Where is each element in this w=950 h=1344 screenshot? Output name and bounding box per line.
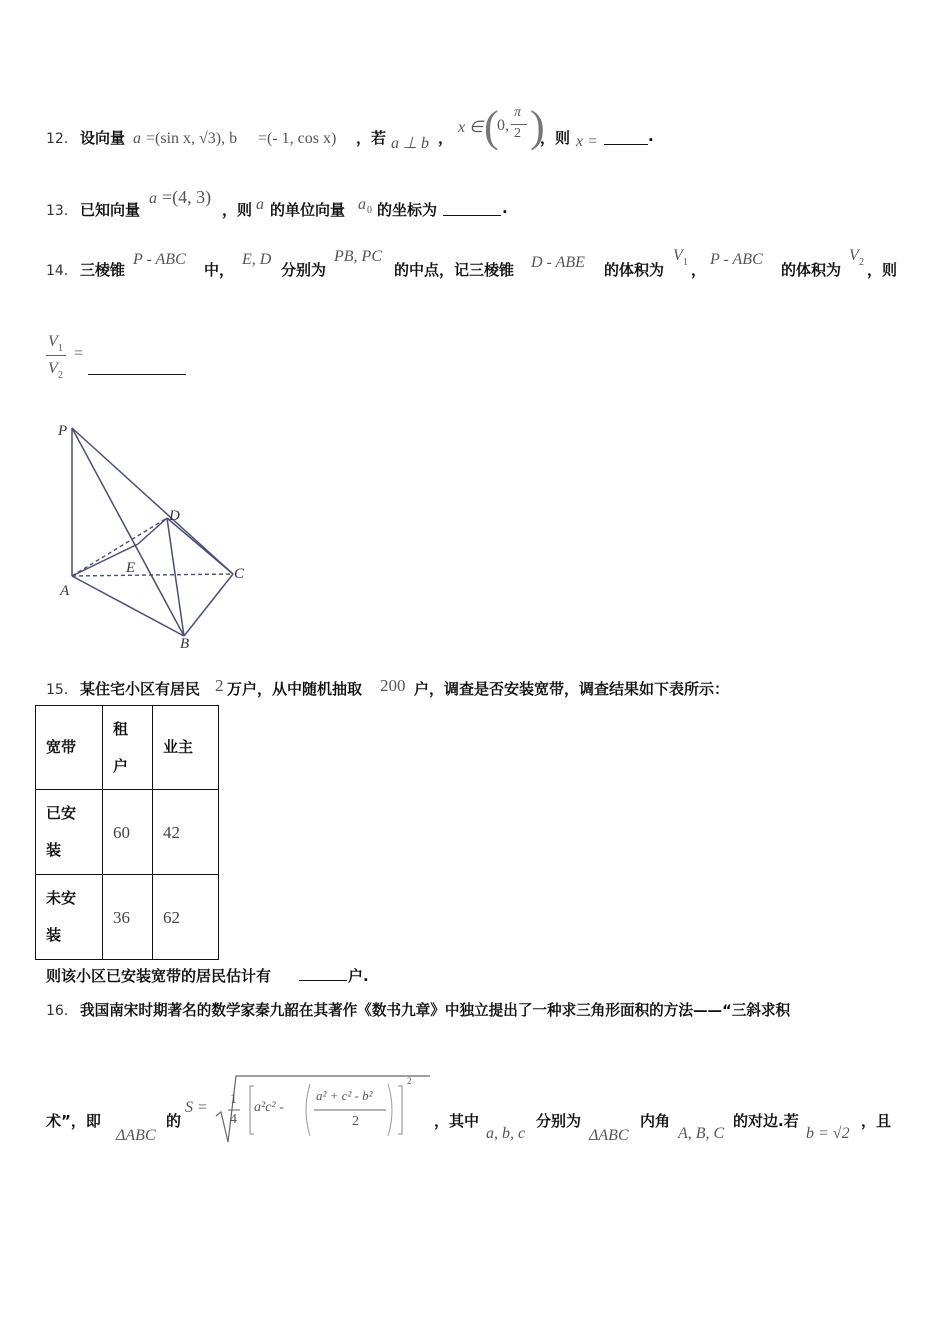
q14-text-8: ，则 — [867, 261, 898, 279]
q15-text-3: 户，调查是否安装宽带，调查结果如下表所示： — [414, 680, 730, 698]
q16-math-denominator: 2 — [352, 1114, 359, 1129]
table-cell-installed-2: 装 — [46, 841, 62, 859]
q16-text-2: 的 — [166, 1112, 182, 1130]
q12-math-b-def: =(- 1, cos x) — [258, 130, 337, 147]
q14-text-5: 的体积为 — [604, 261, 665, 279]
table-cell-not-installed-owner: 62 — [153, 875, 219, 960]
edge-pb — [72, 428, 184, 636]
q13-math-a0: a — [358, 196, 366, 213]
q14-math-v1-sub: 1 — [683, 257, 688, 268]
table-header-owner: 业主 — [153, 706, 219, 790]
q13-math-a-def: =(4, 3) — [162, 187, 212, 207]
edge-bc — [184, 574, 233, 636]
q13-text-4: 的坐标为 — [377, 201, 438, 219]
q16-line-1: 我国南宋时期著名的数学家秦九韶在其著作《数书九章》中独立提出了一种求三角形面积的方法——“三斜求积 — [80, 1002, 791, 1019]
q13-number: 13． — [46, 203, 78, 219]
q14-number: 14． — [46, 263, 78, 279]
q14-text-4: 的中点，记三棱锥 — [394, 261, 515, 279]
table-header-broadband: 宽带 — [36, 706, 103, 790]
edge-dc — [167, 518, 233, 574]
q12-math-two: 2 — [514, 126, 521, 141]
table-row-installed-label — [36, 790, 103, 875]
q14-frac-eq: = — [74, 345, 84, 362]
q15-after-text-2: 户. — [348, 967, 369, 985]
q14-math-p-abc-2: P - ABC — [710, 251, 763, 268]
table-header-renter-2: 户 — [113, 756, 129, 775]
q12-text-5: . — [648, 127, 654, 145]
q13-text-1: 已知向量 — [80, 201, 141, 219]
q15-answer-blank[interactable] — [299, 966, 347, 981]
table-cell-not-installed-2: 装 — [46, 926, 62, 944]
edge-ed — [138, 518, 167, 544]
q14-answer-blank[interactable] — [88, 360, 186, 375]
q12-math-perp: a ⊥ b — [391, 135, 429, 152]
edge-pc — [72, 428, 233, 574]
q16-math-abc: a, b, c — [486, 1125, 526, 1142]
q13-math-a: a — [149, 190, 157, 207]
table-row — [36, 706, 219, 790]
label-a: A — [60, 583, 70, 599]
q15-after-text-1: 则该小区已安装宽带的居民估计有 — [46, 967, 272, 985]
q14-text-7: 的体积为 — [781, 261, 842, 279]
q12-math-x-in: x ∈ — [458, 119, 484, 136]
label-b: B — [180, 636, 190, 652]
label-e: E — [126, 560, 136, 576]
sqrt-radical — [214, 1070, 434, 1146]
q12-answer-blank[interactable] — [604, 130, 648, 145]
table-header-renter-1: 租 — [113, 719, 129, 738]
q12-text-4: ，则 — [540, 129, 571, 147]
q12-left-paren: ( — [484, 102, 499, 151]
q12-math-pi: π — [514, 105, 522, 120]
table-header-renter — [103, 706, 153, 790]
q16-math-ABC: A, B, C — [678, 1125, 725, 1142]
q14-frac-bar — [46, 355, 66, 356]
q12-text-2: ，若 — [356, 129, 387, 147]
tetrahedron-figure — [50, 408, 260, 653]
q14-math-v1: V — [673, 247, 683, 264]
q14-text-1: 三棱锥 — [80, 261, 126, 279]
q12-math-a: a — [133, 130, 141, 147]
table-cell-installed-1: 已安 — [46, 804, 77, 822]
q15-math-2: 2 — [215, 676, 224, 695]
q16-text-1: 术”，即 — [46, 1112, 101, 1130]
q14-frac-den: V — [48, 360, 58, 377]
q14-frac-num-sub: 1 — [58, 343, 63, 354]
q12-text-3: ， — [438, 129, 454, 147]
q16-number: 16． — [46, 1003, 78, 1019]
q12-math-zero: 0, — [497, 117, 509, 134]
q16-math-b-eq: b = √2 — [806, 1125, 850, 1142]
table-row — [36, 790, 219, 875]
q13-math-a0-sub: 0 — [367, 205, 372, 216]
q16-math-triangle: ΔABC — [116, 1127, 156, 1144]
label-d: D — [169, 508, 180, 524]
q12-fraction-bar — [511, 124, 527, 125]
q14-text-2: 中， — [204, 261, 235, 279]
broadband-table — [35, 705, 219, 960]
q12-number: 12． — [46, 131, 78, 147]
q16-text-4: 分别为 — [536, 1112, 582, 1130]
q16-frac-four: 4 — [230, 1112, 237, 1127]
table-cell-installed-owner: 42 — [153, 790, 219, 875]
q16-math-triangle-2: ΔABC — [589, 1127, 629, 1144]
q16-text-7: ，且 — [861, 1112, 892, 1130]
q13-text-3: 的单位向量 — [270, 201, 346, 219]
edge-ac-dashed — [72, 574, 233, 576]
q15-text-2: 万户，从中随机抽取 — [227, 680, 363, 698]
q12-text-1: 设向量 — [80, 129, 126, 147]
q15-math-200: 200 — [380, 676, 406, 695]
q14-math-p-abc: P - ABC — [133, 251, 186, 268]
q14-math-e-d: E, D — [242, 251, 272, 268]
q16-math-s-eq: S = — [185, 1099, 208, 1116]
q13-text-5: . — [502, 199, 508, 217]
q16-text-5: 内角 — [640, 1112, 671, 1130]
q14-math-pb-pc: PB, PC — [334, 248, 382, 265]
q13-text-2: ，则 — [222, 201, 253, 219]
table-cell-installed-renter: 60 — [103, 790, 153, 875]
table-cell-not-installed-1: 未安 — [46, 889, 77, 907]
q14-frac-den-sub: 2 — [58, 370, 63, 381]
q16-math-exponent: 2 — [407, 1076, 412, 1086]
q12-math-a-def: =(sin x, √3), b — [146, 130, 238, 147]
table-row-not-installed-label — [36, 875, 103, 960]
q14-math-d-abe: D - ABE — [531, 254, 585, 271]
q16-text-3: ，其中 — [434, 1112, 480, 1130]
label-c: C — [234, 566, 245, 582]
q14-frac-num: V — [48, 333, 58, 350]
q16-text-6: 的对边.若 — [733, 1112, 799, 1130]
table-row — [36, 875, 219, 960]
q16-frac-one: 1 — [230, 1092, 237, 1107]
edge-db — [167, 518, 184, 636]
q13-math-a2: a — [256, 196, 264, 213]
q12-right-paren: ) — [530, 102, 545, 151]
q15-number: 15． — [46, 682, 78, 698]
label-p: P — [58, 423, 68, 439]
q14-math-v2: V — [849, 247, 859, 264]
q13-answer-blank[interactable] — [443, 201, 501, 216]
edge-ad-dashed — [72, 518, 167, 576]
q16-math-numerator: a² + c² - b² — [316, 1088, 373, 1103]
q15-text-1: 某住宅小区有居民 — [80, 680, 201, 698]
q14-text-6: ， — [691, 261, 707, 279]
q16-math-a2c2: a²c² - — [254, 1100, 284, 1115]
table-cell-not-installed-renter: 36 — [103, 875, 153, 960]
q14-math-v2-sub: 2 — [859, 257, 864, 268]
q14-text-3: 分别为 — [281, 261, 327, 279]
q12-math-x-eq: x = — [576, 133, 598, 150]
